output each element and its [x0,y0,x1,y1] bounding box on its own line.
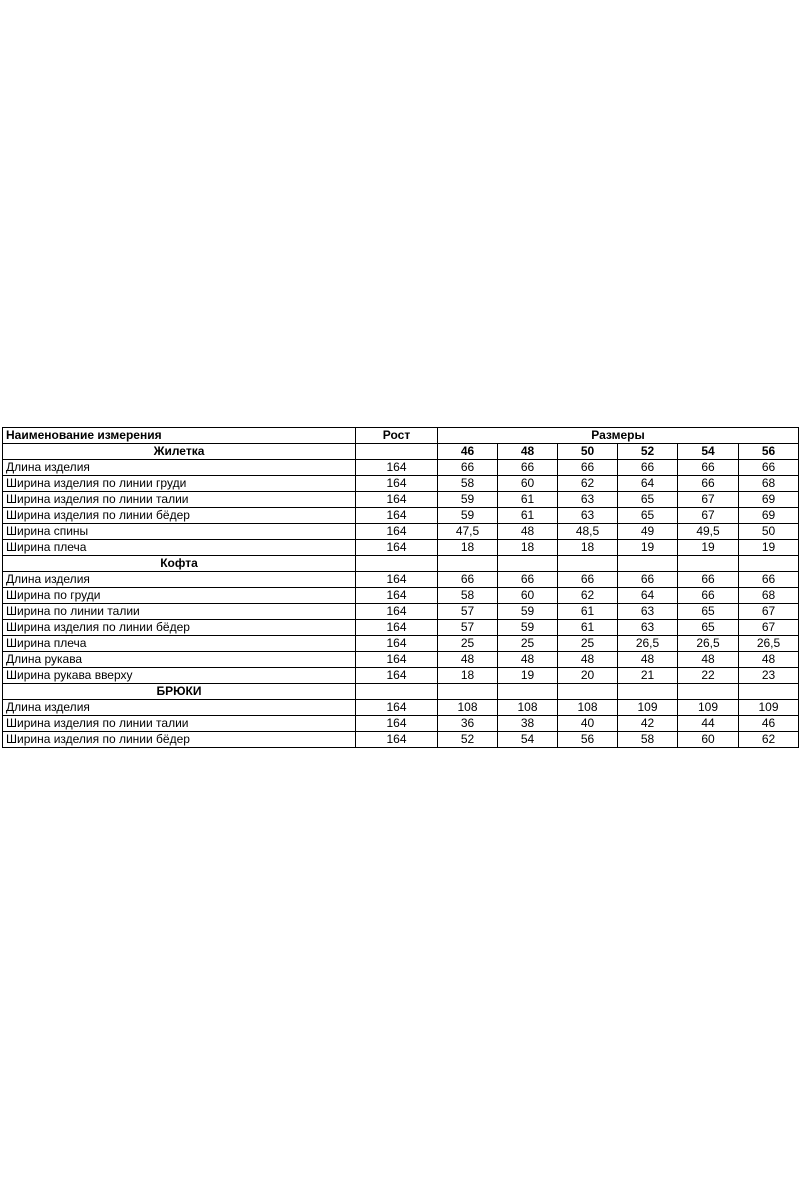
size-value: 64 [618,476,678,492]
section-title: БРЮКИ [3,684,356,700]
size-header-46: 46 [438,444,498,460]
size-value: 66 [678,588,739,604]
size-value: 66 [498,460,558,476]
measurement-row [3,668,799,684]
size-value: 63 [558,492,618,508]
section-blank-cell [558,684,618,700]
size-value: 46 [739,716,799,732]
size-value: 66 [558,460,618,476]
size-chart-body [3,428,799,748]
size-value: 65 [618,508,678,524]
header-height-label: Рост [356,428,438,444]
size-value: 52 [438,732,498,748]
measurement-row [3,716,799,732]
height-value: 164 [356,732,438,748]
size-value: 61 [498,508,558,524]
height-value: 164 [356,604,438,620]
size-value: 18 [438,540,498,556]
size-value: 19 [618,540,678,556]
size-value: 63 [618,620,678,636]
measurement-row [3,540,799,556]
section-blank-cell [678,684,739,700]
section-title: Жилетка [3,444,356,460]
header-name-label: Наименование измерения [3,428,356,444]
section-row [3,684,799,700]
measurement-name: Длина изделия [3,460,356,476]
size-header-54: 54 [678,444,739,460]
height-value: 164 [356,460,438,476]
measurement-name: Ширина плеча [3,636,356,652]
size-value: 20 [558,668,618,684]
section-blank-cell [678,556,739,572]
section-blank-cell [618,556,678,572]
measurement-name: Ширина по линии талии [3,604,356,620]
size-value: 40 [558,716,618,732]
height-value: 164 [356,620,438,636]
size-value: 67 [739,604,799,620]
header-sizes-label: Размеры [438,428,799,444]
size-value: 58 [438,476,498,492]
size-value: 68 [739,476,799,492]
height-value: 164 [356,540,438,556]
size-value: 62 [739,732,799,748]
size-value: 25 [498,636,558,652]
measurement-row [3,508,799,524]
measurement-name: Длина изделия [3,572,356,588]
section-blank-cell [739,556,799,572]
measurement-name: Ширина изделия по линии бёдер [3,732,356,748]
size-value: 66 [558,572,618,588]
size-value: 64 [618,588,678,604]
measurement-name: Ширина по груди [3,588,356,604]
size-value: 60 [498,588,558,604]
size-value: 63 [618,604,678,620]
measurement-name: Ширина изделия по линии талии [3,492,356,508]
height-value: 164 [356,588,438,604]
measurement-row [3,476,799,492]
size-header-52: 52 [618,444,678,460]
size-value: 66 [498,572,558,588]
section-height-blank [356,684,438,700]
size-value: 59 [438,508,498,524]
size-value: 60 [678,732,739,748]
section-blank-cell [438,556,498,572]
height-value: 164 [356,524,438,540]
section-blank-cell [438,684,498,700]
size-value: 109 [739,700,799,716]
size-value: 56 [558,732,618,748]
size-header-56: 56 [739,444,799,460]
size-value: 26,5 [739,636,799,652]
measurement-row [3,700,799,716]
size-value: 67 [739,620,799,636]
measurement-name: Ширина изделия по линии груди [3,476,356,492]
height-value: 164 [356,636,438,652]
size-value: 18 [438,668,498,684]
height-value: 164 [356,652,438,668]
size-header-50: 50 [558,444,618,460]
height-value: 164 [356,476,438,492]
measurement-name: Длина рукава [3,652,356,668]
size-value: 49 [618,524,678,540]
size-value: 57 [438,604,498,620]
size-value: 65 [618,492,678,508]
size-value: 67 [678,508,739,524]
measurement-row [3,588,799,604]
size-chart-table [2,427,799,748]
size-value: 59 [498,620,558,636]
size-value: 48 [498,524,558,540]
size-value: 25 [558,636,618,652]
measurement-row [3,492,799,508]
measurement-row [3,636,799,652]
section-row [3,556,799,572]
size-value: 69 [739,508,799,524]
measurement-name: Длина изделия [3,700,356,716]
section-blank-cell [739,684,799,700]
size-value: 66 [678,476,739,492]
size-value: 62 [558,476,618,492]
size-value: 108 [498,700,558,716]
size-value: 48 [739,652,799,668]
height-value: 164 [356,668,438,684]
measurement-row [3,732,799,748]
size-value: 66 [739,572,799,588]
measurement-row [3,572,799,588]
size-value: 54 [498,732,558,748]
measurement-name: Ширина рукава вверху [3,668,356,684]
size-value: 21 [618,668,678,684]
height-value: 164 [356,716,438,732]
section-height-blank [356,444,438,460]
size-value: 57 [438,620,498,636]
size-value: 47,5 [438,524,498,540]
height-value: 164 [356,492,438,508]
measurement-name: Ширина изделия по линии талии [3,716,356,732]
size-value: 22 [678,668,739,684]
size-value: 49,5 [678,524,739,540]
size-value: 26,5 [678,636,739,652]
size-value: 61 [558,604,618,620]
size-value: 66 [618,460,678,476]
size-value: 44 [678,716,739,732]
height-value: 164 [356,700,438,716]
section-blank-cell [498,684,558,700]
size-value: 66 [678,460,739,476]
measurement-row [3,652,799,668]
height-value: 164 [356,572,438,588]
size-value: 109 [678,700,739,716]
size-value: 18 [558,540,618,556]
size-value: 69 [739,492,799,508]
section-title: Кофта [3,556,356,572]
section-blank-cell [558,556,618,572]
size-value: 61 [558,620,618,636]
height-value: 164 [356,508,438,524]
size-value: 66 [739,460,799,476]
section-row [3,444,799,460]
size-value: 23 [739,668,799,684]
size-value: 65 [678,604,739,620]
size-value: 26,5 [618,636,678,652]
size-value: 18 [498,540,558,556]
header-row [3,428,799,444]
size-value: 61 [498,492,558,508]
size-value: 59 [438,492,498,508]
section-blank-cell [618,684,678,700]
section-height-blank [356,556,438,572]
size-value: 58 [618,732,678,748]
size-value: 48 [678,652,739,668]
size-value: 108 [438,700,498,716]
size-value: 19 [739,540,799,556]
size-value: 66 [618,572,678,588]
size-value: 48 [498,652,558,668]
size-value: 68 [739,588,799,604]
size-value: 66 [678,572,739,588]
size-value: 48 [438,652,498,668]
section-blank-cell [498,556,558,572]
measurement-row [3,460,799,476]
size-value: 59 [498,604,558,620]
size-value: 19 [498,668,558,684]
measurement-name: Ширина изделия по линии бёдер [3,508,356,524]
size-value: 25 [438,636,498,652]
size-value: 48 [618,652,678,668]
size-value: 36 [438,716,498,732]
measurement-row [3,620,799,636]
measurement-row [3,524,799,540]
size-value: 60 [498,476,558,492]
size-value: 48,5 [558,524,618,540]
measurement-row [3,604,799,620]
size-value: 66 [438,572,498,588]
size-value: 58 [438,588,498,604]
size-value: 108 [558,700,618,716]
size-value: 109 [618,700,678,716]
measurement-name: Ширина плеча [3,540,356,556]
measurement-name: Ширина спины [3,524,356,540]
measurement-name: Ширина изделия по линии бёдер [3,620,356,636]
size-value: 66 [438,460,498,476]
size-value: 67 [678,492,739,508]
size-value: 50 [739,524,799,540]
size-value: 63 [558,508,618,524]
size-value: 38 [498,716,558,732]
size-value: 65 [678,620,739,636]
size-header-48: 48 [498,444,558,460]
size-value: 42 [618,716,678,732]
size-value: 62 [558,588,618,604]
size-value: 19 [678,540,739,556]
size-value: 48 [558,652,618,668]
